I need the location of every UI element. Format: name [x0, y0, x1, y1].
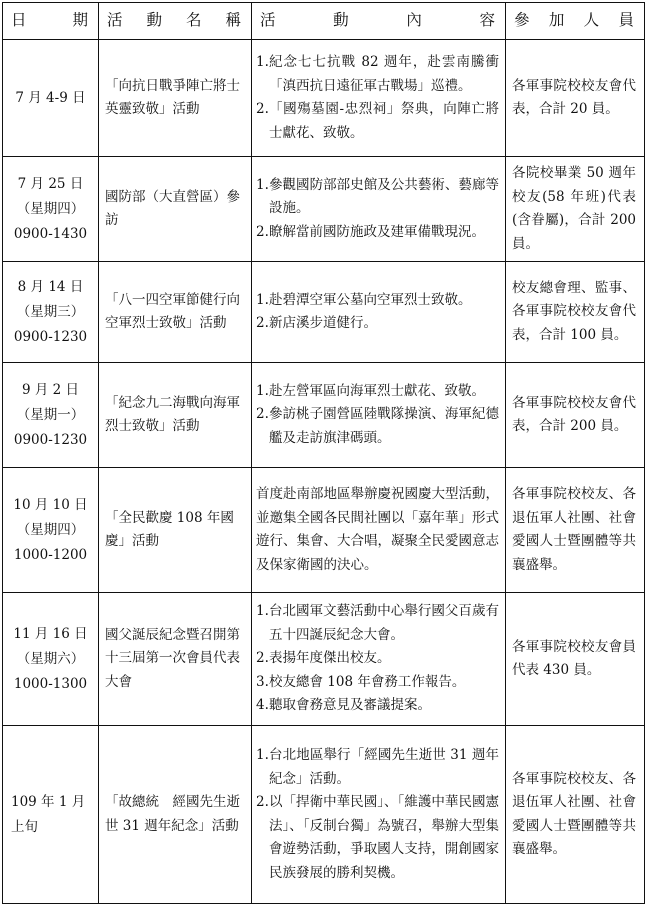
content-list: [256, 380, 499, 451]
activity-content-cell: [252, 157, 506, 262]
date-line: 0900-1430: [13, 225, 88, 242]
activity-content-cell: [252, 726, 506, 904]
date-line: 0900-1230: [13, 431, 88, 448]
date-cell: [3, 40, 99, 157]
activity-name-cell: [99, 468, 252, 593]
table-row: [3, 726, 645, 904]
activity-name: 「向抗日戰爭陣亡將士英靈致敬」活動: [105, 77, 240, 117]
participants-text: 校友總會理、監事、各軍事院校校友會代表，合計 100 員。: [512, 279, 636, 343]
date-cell: [3, 593, 99, 726]
content-item: [256, 671, 499, 695]
header-char: 參: [514, 11, 530, 30]
table-row: [3, 363, 645, 468]
header-char: 動: [333, 11, 349, 30]
activity-content-cell: [252, 593, 506, 726]
table-row: [3, 40, 645, 157]
item-text: 聽取會務意見及審議提案。: [269, 697, 431, 714]
header-char: 人: [583, 11, 600, 30]
item-number: 2.: [256, 794, 269, 810]
activity-schedule: [2, 2, 645, 904]
activity-name: 國防部（大直營區）參訪: [105, 188, 240, 228]
participants-text: 各軍事院校校友會代表，合計 20 員。: [512, 77, 636, 117]
header-char: 加: [548, 11, 565, 30]
activity-name-cell: [99, 363, 252, 468]
date-line: 上旬: [11, 818, 38, 835]
date-line: 1000-1200: [13, 546, 88, 563]
content-list: [256, 289, 499, 336]
header-char: 內: [406, 11, 422, 30]
date-line: （星期一）: [16, 406, 85, 423]
content-item: [256, 791, 499, 885]
activity-content-cell: [252, 468, 506, 593]
date-line: （星期六）: [16, 650, 85, 667]
content-list: [256, 174, 499, 245]
header-char: 容: [479, 11, 495, 30]
date-line: （星期三）: [16, 303, 85, 320]
content-item: [256, 312, 499, 336]
date-cell: [3, 262, 99, 363]
participants-text: 各軍事院校校友、各退伍軍人社團、社會愛國人士暨團體等共襄盛舉。: [512, 486, 636, 573]
participants-cell: [506, 262, 645, 363]
date-line: 7 月 25 日: [17, 175, 84, 192]
header-char: 活: [107, 11, 123, 30]
item-text: 以「捍衛中華民國」、「維護中華民國憲法」、「反制台獨」為號召，舉辦大型集會遊勢活動，爭取國人支持，開創國家民族發展的勝利契機。: [269, 794, 499, 881]
content-item: [256, 51, 499, 98]
table-row: [3, 468, 645, 593]
item-text: 新店溪步道健行。: [269, 315, 377, 331]
content-list: [256, 600, 499, 718]
header-char: 員: [618, 11, 634, 30]
item-number: 1.: [256, 382, 269, 399]
header-char: 名: [185, 11, 202, 30]
date-line: （星期四）: [16, 200, 85, 217]
item-text: 「國殤墓園-忠烈祠」祭典，向陣亡將士獻花、致敬。: [269, 101, 499, 141]
item-number: 1.: [256, 603, 269, 620]
participants-text: 各軍事院校校友會代表，合計 200 員。: [512, 394, 636, 434]
date-line: （星期四）: [16, 521, 85, 538]
activity-name: 「故總統 經國先生逝世 31 週年紀念」活動: [105, 794, 240, 834]
header-char: 活: [260, 11, 276, 30]
participants-cell: [506, 157, 645, 262]
date-line: 11 月 16 日: [13, 625, 88, 642]
date-line: 7 月 4-9 日: [15, 89, 86, 106]
item-text: 表揚年度傑出校友。: [269, 650, 391, 667]
content-item: [256, 380, 499, 404]
item-number: 1.: [256, 54, 269, 70]
item-text: 台北地區舉行「經國先生逝世 31 週年紀念」活動。: [269, 747, 499, 787]
item-number: 1.: [256, 291, 269, 308]
item-number: 4.: [256, 697, 269, 714]
item-text: 赴碧潭空軍公墓向空軍烈士致敬。: [269, 291, 472, 308]
date-line: 1000-1300: [13, 675, 88, 692]
date-line: 10 月 10 日: [13, 496, 88, 513]
date-cell: [3, 726, 99, 904]
content-list: [256, 51, 499, 145]
date-cell: [3, 157, 99, 262]
date-line: 9 月 2 日: [21, 381, 80, 398]
item-number: 2.: [256, 406, 269, 423]
header-char: 期: [72, 11, 88, 30]
activity-name-cell: [99, 726, 252, 904]
item-text: 參訪桃子園營區陸戰隊操演、海軍紀德艦及走訪旗津碼頭。: [269, 406, 499, 446]
content-item: [256, 98, 499, 145]
participants-text: 各院校畢業 50 週年校友(58 年班)代表(含眷屬)，合計 200 員。: [512, 165, 636, 252]
activity-name-cell: [99, 593, 252, 726]
table-row: [3, 262, 645, 363]
participants-header: [506, 3, 645, 40]
participants-cell: [506, 468, 645, 593]
item-number: 2.: [256, 223, 269, 240]
activity-content-cell: [252, 40, 506, 157]
item-number: 3.: [256, 673, 269, 690]
activity-table: [2, 2, 645, 904]
activity-name-cell: [99, 40, 252, 157]
content-header: [252, 3, 506, 40]
participants-text: 各軍事院校校友、各退伍軍人社團、社會愛國人士暨團體等共襄盛舉。: [512, 770, 636, 857]
content-item: [256, 744, 499, 791]
content-item: [256, 647, 499, 671]
item-number: 2.: [256, 315, 269, 331]
participants-cell: [506, 593, 645, 726]
header-row: [3, 3, 645, 40]
activity-name: 「紀念九二海戰向海軍烈士致敬」活動: [105, 394, 240, 434]
item-number: 2.: [256, 101, 269, 117]
content-list: [256, 744, 499, 885]
item-text: 赴左營軍區向海軍烈士獻花、致敬。: [269, 382, 485, 399]
item-text: 瞭解當前國防施政及建軍備戰現況。: [269, 223, 485, 240]
item-text: 校友總會 108 年會務工作報告。: [269, 673, 466, 690]
header-char: 動: [146, 11, 162, 30]
content-item: [256, 600, 499, 647]
content-item: [256, 221, 499, 245]
header-char: 稱: [225, 11, 241, 30]
participants-text: 各軍事院校校友會員代表 430 員。: [512, 638, 636, 678]
item-text: 參觀國防部部史館及公共藝術、藝廊等設施。: [269, 176, 499, 217]
activity-content-cell: [252, 262, 506, 363]
activity-name: 國父誕辰紀念暨召開第十三屆第一次會員代表大會: [105, 626, 240, 690]
content-item: [256, 694, 499, 718]
header-char: 日: [11, 11, 27, 30]
date-cell: [3, 363, 99, 468]
activity-name-cell: [99, 262, 252, 363]
table-row: [3, 157, 645, 262]
date-cell: [3, 468, 99, 593]
item-number: 1.: [256, 747, 269, 763]
content-item: [256, 174, 499, 221]
content-item: [256, 289, 499, 313]
activity-name-cell: [99, 157, 252, 262]
item-number: 1.: [256, 176, 269, 193]
table-row: [3, 593, 645, 726]
date-line: 8 月 14 日: [17, 278, 84, 295]
activity-name: 「八一四空軍節健行向空軍烈士致敬」活動: [105, 291, 240, 331]
date-header: [3, 3, 99, 40]
content-paragraph: 首度赴南部地區舉辦慶祝國慶大型活動，並邀集全國各民間社團以「嘉年華」形式遊行、集會、大合唱，凝聚全民愛國意志及保家衛國的決心。: [256, 486, 499, 573]
participants-cell: [506, 726, 645, 904]
item-text: 台北國軍文藝活動中心舉行國父百歲有五十四誕辰紀念大會。: [269, 603, 499, 643]
item-text: 紀念七七抗戰 82 週年，赴雲南騰衝「滇西抗日遠征軍古戰場」巡禮。: [269, 54, 499, 94]
activity-content-cell: [252, 363, 506, 468]
activity-name: 「全民歡慶 108 年國慶」活動: [105, 509, 234, 549]
participants-cell: [506, 40, 645, 157]
participants-cell: [506, 363, 645, 468]
date-line: 109 年 1 月: [11, 793, 86, 810]
date-line: 0900-1230: [13, 328, 88, 345]
content-item: [256, 403, 499, 450]
item-number: 2.: [256, 650, 269, 667]
name-header: [99, 3, 252, 40]
